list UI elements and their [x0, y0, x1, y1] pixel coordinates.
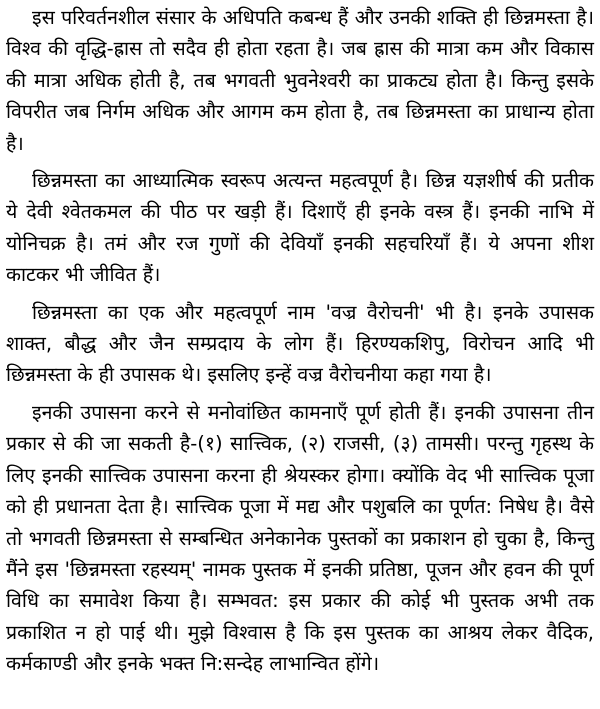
paragraph-4: इनकी उपासना करने से मनोवांछित कामनाएँ पूर्ण होती हैं। इनकी उपासना तीन प्रकार से की जा सकती है-(१) सात्त्विक, (२) राजसी, (३) तामसी। परन्तु गृहस्थ के लिए इनकी सात्त्विक उपासना करना ही श्रेयस्कर होगा। क्योंकि वेद भी सात्त्विक पूजा को ही प्रधानता देता है। सात्त्विक पूजा में मद्य और पशुबलि का पूर्णत: निषेध है। वैसे तो भगवती छिन्नमस्ता से सम्बन्धित अनेकानेक पुस्तकों का प्रकाशन हो चुका है, किन्तु मैंने इस 'छिन्नमस्ता रहस्यम्' नामक पुस्तक में इनकी प्रतिष्ठा, पूजन और हवन की पूर्ण विधि का समावेश किया है। सम्भवत: इस प्रकार की कोई भी पुस्तक अभी तक प्रकाशित न हो पाई थी। मुझे विश्वास है कि इस पुस्तक का आश्रय लेकर वैदिक, कर्मकाण्डी और इनके भक्त नि:सन्देह लाभान्वित होंगे।: [6, 400, 594, 676]
paragraph-3: छिन्नमस्ता का एक और महत्वपूर्ण नाम 'वज्र वैरोचनी' भी है। इनके उपासक शाक्त, बौद्ध और जैन सम्प्रदाय के लोग हैं। हिरण्यकशिपु, विरोचन आदि भी छिन्नमस्ता के ही उपासक थे। इसलिए इन्हें वज्र वैरोचनीया कहा गया है।: [6, 300, 594, 387]
paragraph-2: छिन्नमस्ता का आध्यात्मिक स्वरूप अत्यन्त महत्वपूर्ण है। छिन्न यज्ञशीर्ष की प्रतीक ये देवी श्वेतकमल की पीठ पर खड़ी हैं। दिशाएँ ही इनके वस्त्र हैं। इनकी नाभि में योनिचक्र है। तमं और रज गुणों की देवियाँ इनकी सहचरियाँ हैं। ये अपना शीश काटकर भी जीवित हैं।: [6, 169, 594, 287]
paragraph-1: इस परिवर्तनशील संसार के अधिपति कबन्ध हैं और उनकी शक्ति ही छिन्नमस्ता है। विश्व की वृद्धि-ह्रास तो सदैव ही होता रहता है। जब ह्रास की मात्रा कम और विकास की मात्रा अधिक होती है, तब भगवती भुवनेश्वरी का प्राकट्य होता है। किन्तु इसके विपरीत जब निर्गम अधिक और आगम कम होता है, तब छिन्नमस्ता का प्राधान्य होता है।: [6, 6, 594, 155]
